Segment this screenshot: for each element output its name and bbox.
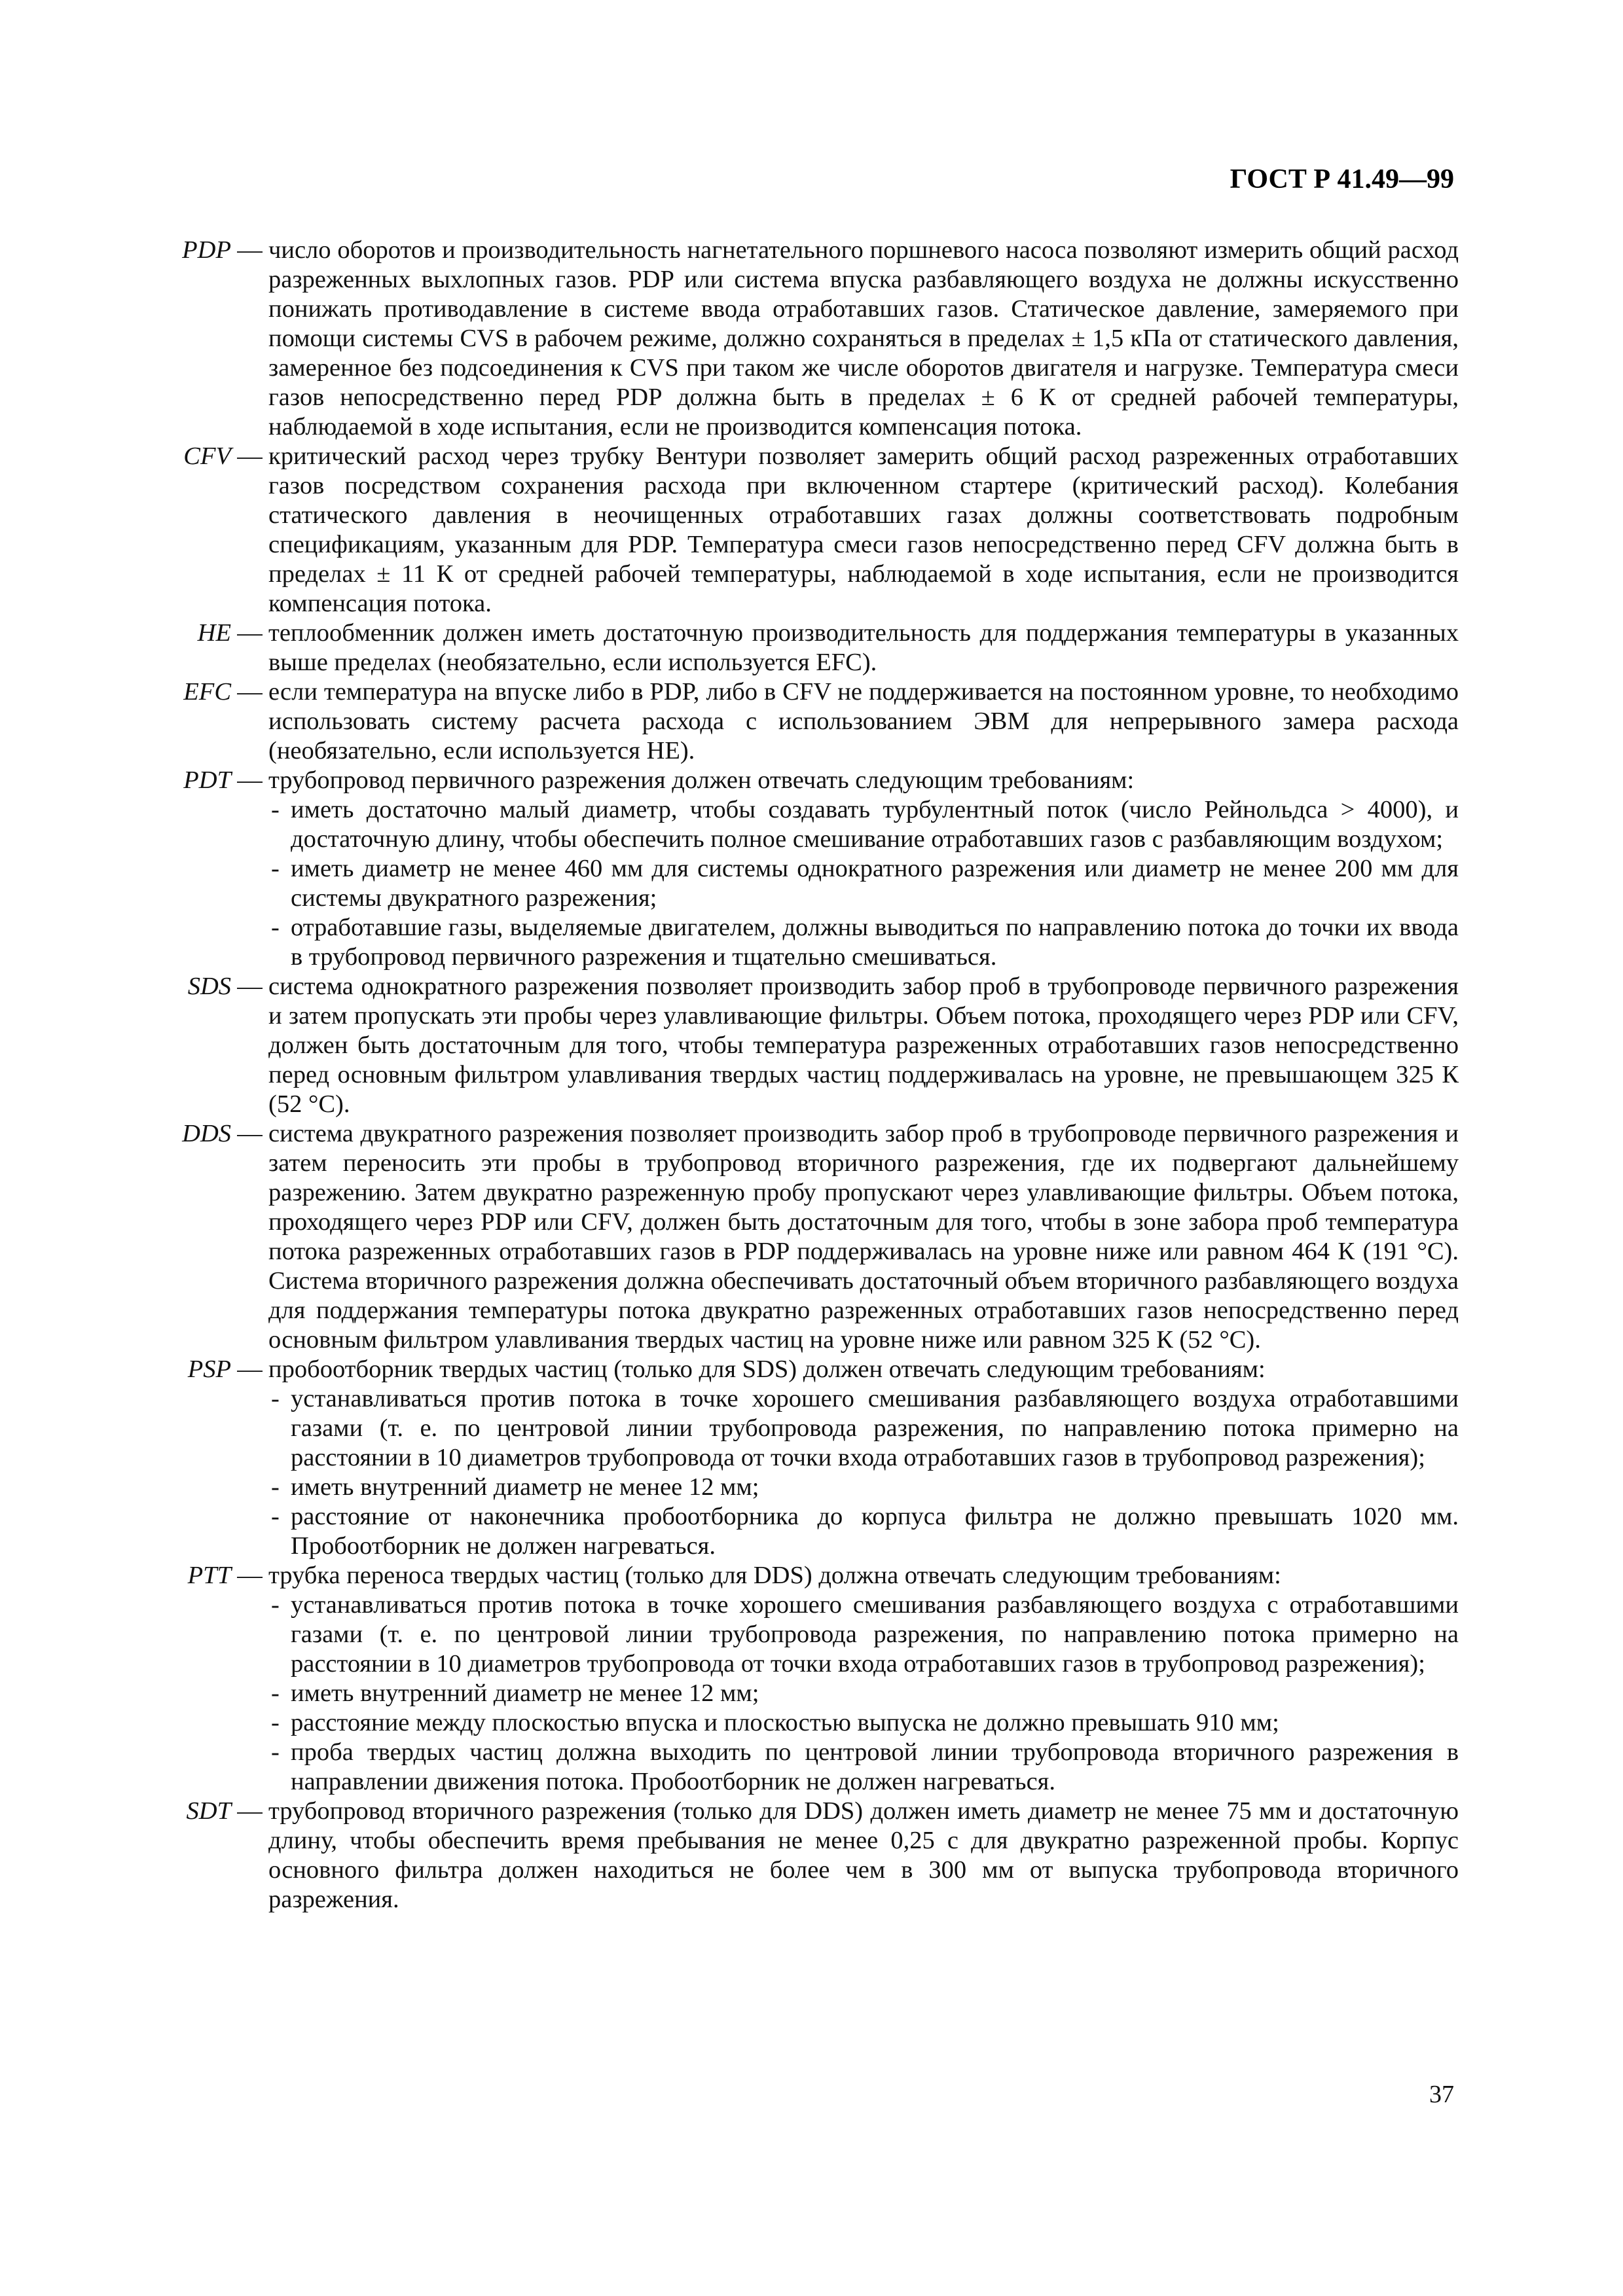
definition-text: система однократного разрежения позволяет производить забор проб в трубопроводе первичного разрежения и затем пропускать эти пробы через улавливающие фильтры. Объем потока, проходящего через PDP или CFV, должен быть достаточным для того, чтобы температура разреженных отработавших газов непосредственно перед основным фильтром улавливания твердых частиц поддерживалась на уровне, не превышающем 325 К (52 °С). [268, 973, 1459, 1118]
dash: — [237, 1797, 263, 1825]
term: SDS [187, 973, 231, 1000]
list-item: - проба твердых частиц должна выходить по центровой линии трубопровода вторичного разрежения в направлении движения потока. Пробоотборник не должен нагреваться. [268, 1738, 1459, 1797]
page-number: 37 [1429, 2081, 1454, 2108]
entry-pdt [175, 766, 1459, 972]
list-item: - расстояние между плоскостью впуска и плоскостью выпуска не должно превышать 910 мм; [268, 1708, 1459, 1738]
document-id: ГОСТ Р 41.49—99 [1230, 164, 1454, 194]
definition-text: если температура на впуске либо в PDP, либо в CFV не поддерживается на постоянном уровне, то необходимо использовать систему расчета расхода с использованием ЭВМ для непрерывного замера расхода (необязательно, если используется HE). [268, 678, 1459, 764]
definition-text: число оборотов и производительность нагнетательного поршневого насоса позволяют измерить общий расход разреженных выхлопных газов. PDP или система впуска разбавляющего воздуха не должны искусственно понижать противодавление в системе ввода отработавших газов. Статическое давление, замеряемого при помощи системы CVS в рабочем режиме, должно сохраняться в пределах ± 1,5 кПа от статического давления, замеренное без подсоединения к CVS при таком же числе оборотов двигателя и нагрузке. Температура смеси газов непосредственно перед PDP должна быть в пределах ± 6 К от средней рабочей температуры, наблюдаемой в ходе испытания, если не производится компенсация потока. [268, 236, 1459, 440]
term: SDT [186, 1797, 231, 1825]
list-item: - иметь достаточно малый диаметр, чтобы создавать турбулентный поток (число Рейнольдса > 4000), и достаточную длину, чтобы обеспечить полное смешивание отработавших газов с разбавляющим воздухом; [268, 795, 1459, 854]
requirements-list [268, 1590, 1459, 1797]
dash: — [237, 1355, 263, 1383]
entry-he [175, 619, 1459, 677]
dash: — [237, 766, 263, 794]
dash: — [237, 678, 263, 706]
list-item: - устанавливаться против потока в точке хорошего смешивания разбавляющего воздуха отработавшими газами (т. е. по центровой линии трубопровода разрежения, по направлению потока примерно на расстоянии в 10 диаметров трубопровода от точки входа отработавших газов в трубопровод разрежения); [268, 1384, 1459, 1473]
definition-text: пробоотборник твердых частиц (только для SDS) должен отвечать следующим требованиям: [268, 1355, 1266, 1383]
dash: — [237, 1120, 263, 1147]
entry-efc [175, 677, 1459, 766]
list-item: - расстояние от наконечника пробоотборника до корпуса фильтра не должно превышать 1020 мм. Пробоотборник не должен нагреваться. [268, 1502, 1459, 1561]
dash: — [237, 619, 263, 647]
term: CFV [183, 442, 231, 470]
entry-dds [175, 1119, 1459, 1355]
entry-ptt [175, 1561, 1459, 1797]
definition-text: система двукратного разрежения позволяет производить забор проб в трубопроводе первичного разрежения и затем переносить эти пробы в трубопровод вторичного разрежения, где их подвергают дальнейшему разрежению. Затем двукратно разреженную пробу пропускают через улавливающие фильтры. Объем потока, проходящего через PDP или CFV, должен быть достаточным для того, чтобы в зоне забора проб температура потока разреженных отработавших газов в PDP поддерживалась на уровне ниже или равном 464 К (191 °С). Система вторичного разрежения должна обеспечивать достаточный объем вторичного разбавляющего воздуха для поддержания температуры потока двукратно разреженных отработавших газов непосредственно перед основным фильтром улавливания твердых частиц на уровне ниже или равном 325 К (52 °С). [268, 1120, 1459, 1354]
dash: — [237, 236, 263, 264]
term: PDT [183, 766, 231, 794]
term: PDP [182, 236, 231, 264]
dash: — [237, 973, 263, 1000]
definition-text: трубопровод вторичного разрежения (только для DDS) должен иметь диаметр не менее 75 мм и достаточную длину, чтобы обеспечить время пребывания не менее 0,25 с для двукратно разреженной пробы. Корпус основного фильтра должен находиться не более чем в 300 мм от выпуска трубопровода вторичного разрежения. [268, 1797, 1459, 1913]
entry-cfv [175, 442, 1459, 619]
term: DDS [182, 1120, 231, 1147]
dash: — [237, 1562, 263, 1589]
term: PSP [187, 1355, 231, 1383]
term: EFC [183, 678, 231, 706]
entry-sds [175, 972, 1459, 1119]
requirements-list [268, 795, 1459, 972]
definitions-list [175, 236, 1459, 1914]
entry-sdt [175, 1797, 1459, 1914]
term: PTT [187, 1562, 231, 1589]
requirements-list [268, 1384, 1459, 1561]
entry-psp [175, 1355, 1459, 1561]
entry-pdp [175, 236, 1459, 442]
definition-text: трубопровод первичного разрежения должен отвечать следующим требованиям: [268, 766, 1135, 794]
definition-text: критический расход через трубку Вентури позволяет замерить общий расход разреженных отработавших газов посредством сохранения расхода при включенном стартере (критический расход). Колебания статического давления в неочищенных отработавших газах должны соответствовать подробным спецификациям, указанным для PDP. Температура смеси газов непосредственно перед CFV должна быть в пределах ± 11 К от средней рабочей температуры, наблюдаемой в ходе испытания, если не производится компенсация потока. [268, 442, 1459, 617]
list-item: - отработавшие газы, выделяемые двигателем, должны выводиться по направлению потока до точки их ввода в трубопровод первичного разрежения и тщательно смешиваться. [268, 913, 1459, 972]
list-item: - иметь внутренний диаметр не менее 12 мм; [268, 1473, 1459, 1502]
definition-text: теплообменник должен иметь достаточную производительность для поддержания температуры в указанных выше пределах (необязательно, если используется EFC). [268, 619, 1459, 676]
term: HE [197, 619, 231, 647]
list-item: - устанавливаться против потока в точке хорошего смешивания разбавляющего воздуха с отработавшими газами (т. е. по центровой линии трубопровода разрежения, по направлению потока примерно на расстоянии в 10 диаметров трубопровода от точки входа отработавших газов в трубопровод разрежения); [268, 1590, 1459, 1679]
list-item: - иметь внутренний диаметр не менее 12 мм; [268, 1679, 1459, 1708]
definition-text: трубка переноса твердых частиц (только для DDS) должна отвечать следующим требованиям: [268, 1562, 1281, 1589]
dash: — [237, 442, 263, 470]
list-item: - иметь диаметр не менее 460 мм для системы однократного разрежения или диаметр не менее 200 мм для системы двукратного разрежения; [268, 854, 1459, 913]
